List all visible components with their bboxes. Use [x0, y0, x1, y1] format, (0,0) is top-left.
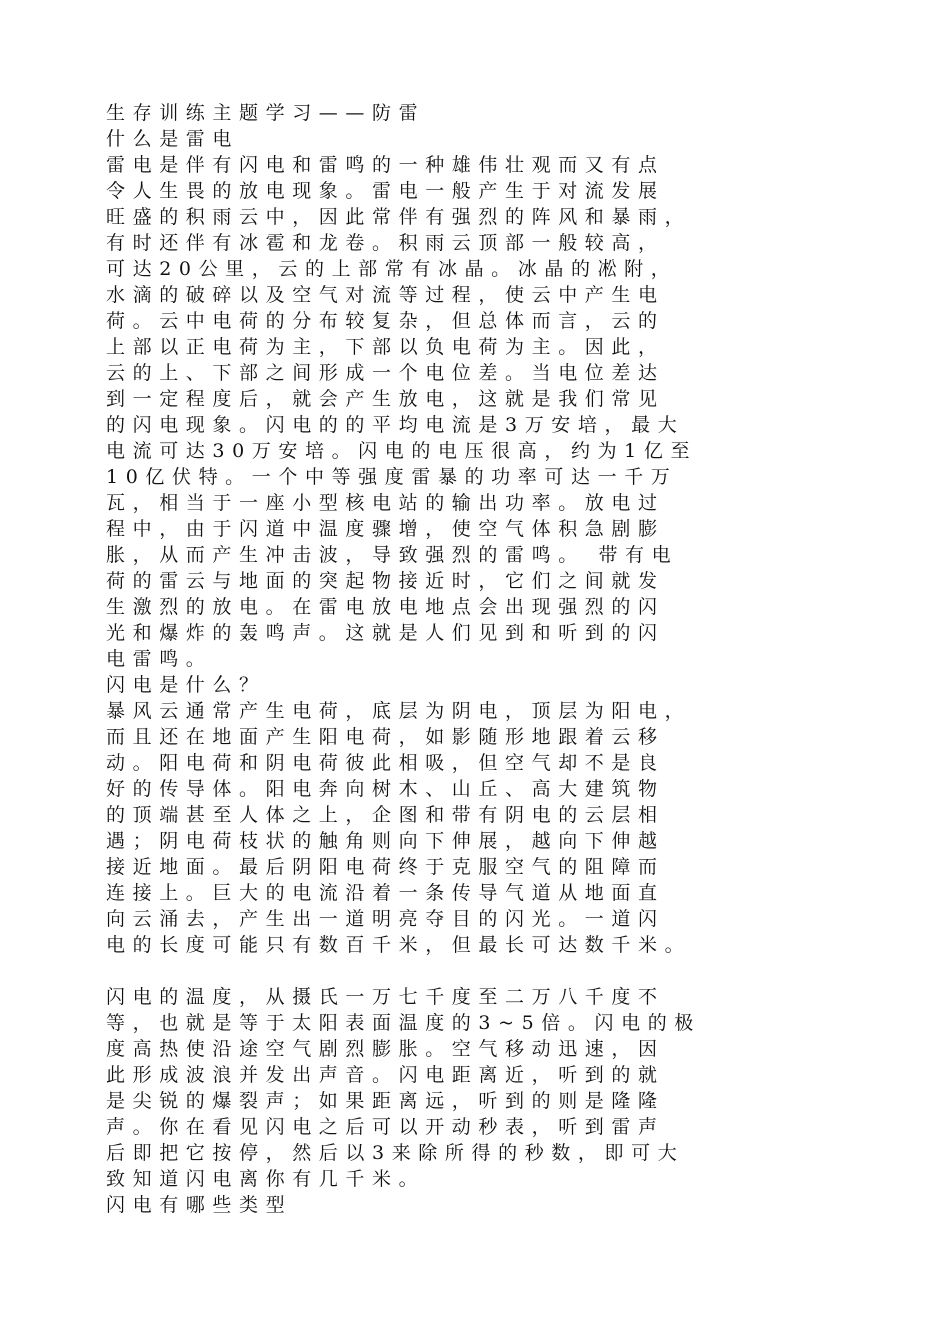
paragraph-line: 动。阳电荷和阴电荷彼此相吸，但空气却不是良	[106, 752, 665, 774]
paragraph-line: 瓦，相当于一座小型核电站的输出功率。放电过	[106, 492, 665, 514]
paragraph-line: 生激烈的放电。在雷电放电地点会出现强烈的闪	[106, 596, 665, 618]
paragraph-line: 电的长度可能只有数百千米，但最长可达数千米。	[106, 934, 692, 956]
paragraph-line: 的顶端甚至人体之上，企图和带有阴电的云层相	[106, 804, 665, 826]
section-heading-what-is-lightning: 什么是雷电	[106, 128, 240, 150]
paragraph-line: 荷。云中电荷的分布较复杂，但总体而言，云的	[106, 310, 665, 332]
paragraph-line: 声。你在看见闪电之后可以开动秒表，听到雷声	[106, 1116, 665, 1138]
paragraph-line: 胀，从而产生冲击波，导致强烈的雷鸣。 带有电	[106, 544, 679, 566]
paragraph-line: 闪电的温度，从摄氏一万七千度至二万八千度不	[106, 986, 665, 1008]
paragraph-line: 荷的雷云与地面的突起物接近时，它们之间就发	[106, 570, 665, 592]
paragraph-line: 而且还在地面产生阳电荷，如影随形地跟着云移	[106, 726, 665, 748]
paragraph-line: 是尖锐的爆裂声；如果距离远，听到的则是隆隆	[106, 1090, 665, 1112]
paragraph-line: 接近地面。最后阴阳电荷终于克服空气的阻障而	[106, 856, 665, 878]
paragraph-line: 的闪电现象。闪电的的平均电流是3万安培，最大	[106, 414, 685, 436]
paragraph-line: 致知道闪电离你有几千米。	[106, 1168, 426, 1190]
paragraph-line: 遇；阴电荷枝状的触角则向下伸展，越向下伸越	[106, 830, 665, 852]
paragraph-line: 有时还伴有冰雹和龙卷。积雨云顶部一般较高，	[106, 232, 665, 254]
document-page	[106, 100, 866, 1218]
section-heading-what-is-flash: 闪电是什么？	[106, 674, 266, 696]
paragraph-line: 度高热使沿途空气剧烈膨胀。空气移动迅速，因	[106, 1038, 665, 1060]
paragraph-line: 令人生畏的放电现象。雷电一般产生于对流发展	[106, 180, 665, 202]
paragraph-line: 等，也就是等于太阳表面温度的3~5倍。闪电的极	[106, 1012, 701, 1034]
paragraph-line: 电流可达30万安培。闪电的电压很高，约为1亿至	[106, 440, 698, 462]
paragraph-line: 此形成波浪并发出声音。闪电距离近，听到的就	[106, 1064, 665, 1086]
paragraph-line: 向云涌去，产生出一道明亮夺目的闪光。一道闪	[106, 908, 665, 930]
paragraph-line: 10亿伏特。一个中等强度雷暴的功率可达一千万	[106, 466, 678, 488]
document-title: 生存训练主题学习——防雷	[106, 102, 426, 124]
paragraph-line: 可达20公里，云的上部常有冰晶。冰晶的凇附，	[106, 258, 678, 280]
paragraph-line: 暴风云通常产生电荷，底层为阴电，顶层为阳电，	[106, 700, 692, 722]
paragraph-line: 旺盛的积雨云中，因此常伴有强烈的阵风和暴雨，	[106, 206, 692, 228]
paragraph-line: 雷电是伴有闪电和雷鸣的一种雄伟壮观而又有点	[106, 154, 665, 176]
paragraph-line: 水滴的破碎以及空气对流等过程，使云中产生电	[106, 284, 665, 306]
paragraph-line: 连接上。巨大的电流沿着一条传导气道从地面直	[106, 882, 665, 904]
blank-line	[106, 958, 866, 984]
paragraph-line: 到一定程度后，就会产生放电，这就是我们常见	[106, 388, 665, 410]
paragraph-line: 后即把它按停，然后以3来除所得的秒数，即可大	[106, 1142, 685, 1164]
paragraph-line: 电雷鸣。	[106, 648, 213, 670]
paragraph-line: 好的传导体。阳电奔向树木、山丘、高大建筑物	[106, 778, 665, 800]
paragraph-line: 云的上、下部之间形成一个电位差。当电位差达	[106, 362, 665, 384]
paragraph-line: 上部以正电荷为主，下部以负电荷为主。因此，	[106, 336, 665, 358]
section-heading-lightning-types: 闪电有哪些类型	[106, 1194, 293, 1216]
paragraph-line: 程中，由于闪道中温度骤增，使空气体积急剧膨	[106, 518, 665, 540]
paragraph-line: 光和爆炸的轰鸣声。这就是人们见到和听到的闪	[106, 622, 665, 644]
